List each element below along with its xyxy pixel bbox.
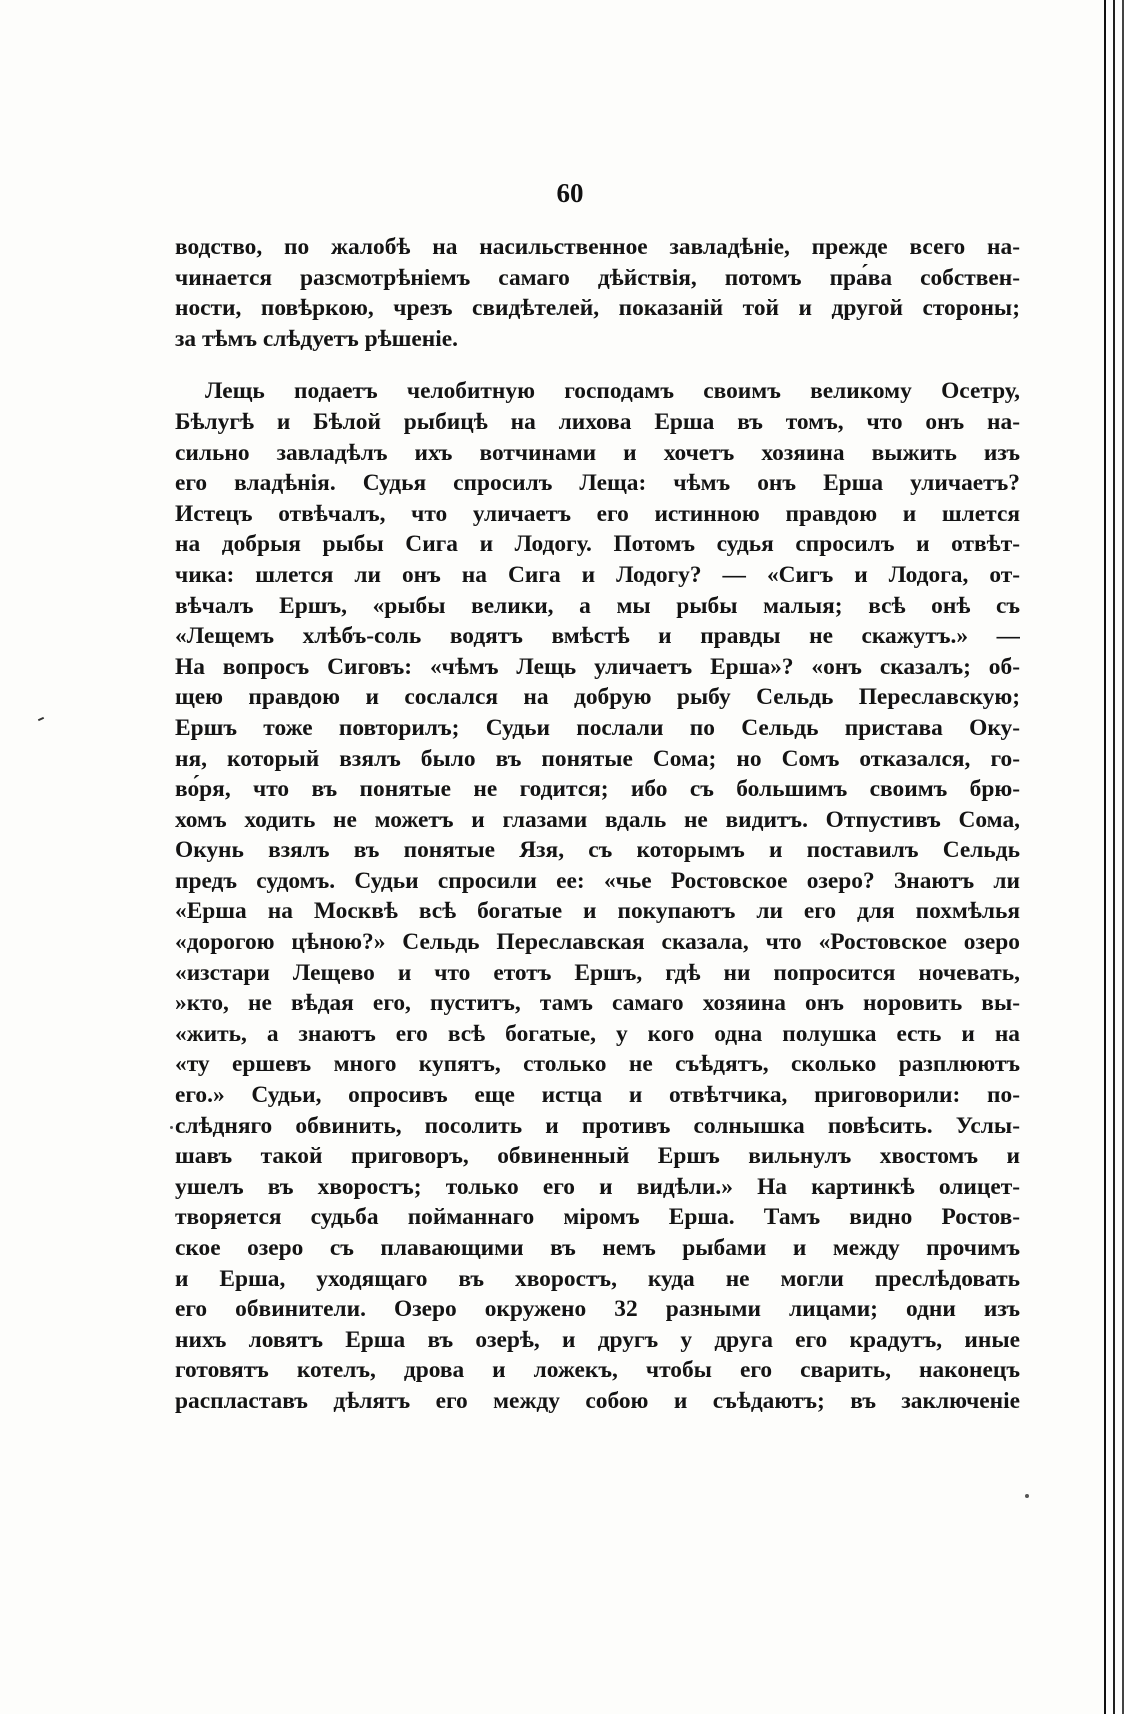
text-line: ности, повѣркою, чрезъ свидѣтелей, показаній той и другой стороны; [175,295,1020,322]
body-text [175,232,1020,1417]
text-line: во́ря, что въ понятые не годится; ибо съ большимъ своимъ брю- [175,776,1020,803]
page-number: 60 [556,178,584,208]
text-line: Окунь взялъ въ понятые Язя, съ которымъ и поставилъ Сельдь [175,837,1020,864]
text-line: шавъ такой приговоръ, обвиненный Ершъ вильнулъ хвостомъ и [175,1143,1020,1170]
text-line: »кто, не вѣдая его, пуститъ, тамъ самаго хозяина онъ норовить вы- [175,990,1020,1017]
text-line: и Ерша, уходящаго въ хворостъ, куда не могли преслѣдовать [175,1265,1020,1292]
margin-speck [170,1126,173,1129]
text-line: На вопросъ Сиговъ: «чѣмъ Лещь уличаетъ Ерша»? «онъ сказалъ; об- [175,653,1020,680]
text-line: Ершъ тоже повторилъ; Судьи послали по Сельдь пристава Оку- [175,714,1020,741]
text-line: его.» Судьи, опросивъ еще истца и отвѣтчика, приговорили: по- [175,1082,1020,1109]
margin-mark [38,717,44,721]
text-line: «жить, а знаютъ его всѣ богатые, у кого одна полушка есть и на [175,1020,1020,1047]
text-line: ушелъ въ хворостъ; только его и видѣли.» На картинкѣ олицет- [175,1173,1020,1200]
text-line: предъ судомъ. Судьи спросили ее: «чье Ростовское озеро? Знаютъ ли [175,867,1020,894]
text-line: творяется судьба пойманнаго міромъ Ерша. Тамъ видно Ростов- [175,1204,1020,1231]
text-line: вѣчалъ Ершъ, «рыбы велики, а мы рыбы малыя; всѣ онѣ съ [175,592,1020,619]
text-line: сильно завладѣлъ ихъ вотчинами и хочетъ хозяина выжить изъ [175,439,1020,466]
text-line: чика: шлется ли онъ на Сига и Лодогу? — «Сигъ и Лодога, от- [175,561,1020,588]
page-edge [1104,0,1140,1714]
text-line: Бѣлугѣ и Бѣлой рыбицѣ на лихова Ерша въ томъ, что онъ на- [175,408,1020,435]
text-line: «Ерша на Москвѣ всѣ богатые и покупаютъ ли его для похмѣлья [175,898,1020,925]
margin-speck [1025,1494,1029,1498]
text-line: Лещь подаетъ челобитную господамъ своимъ великому Осетру, [205,378,1020,405]
text-line: ское озеро съ плавающими въ немъ рыбами и между прочимъ [175,1235,1020,1261]
text-line: слѣдняго обвинить, посолить и противъ солнышка повѣсить. Услы- [175,1112,1020,1139]
text-line: «Лещемъ хлѣбъ-соль водятъ вмѣстѣ и правды не скажутъ.» — [175,623,1020,650]
paragraph-2 [175,376,1020,1416]
text-line: Истецъ отвѣчалъ, что уличаетъ его истинною правдою и шлется [175,500,1020,527]
text-line: «изстари Лещево и что етотъ Ершъ, гдѣ ни попросится ночевать, [175,959,1020,986]
paragraph-1 [175,232,1020,354]
text-line: нихъ ловятъ Ерша въ озерѣ, и другъ у друга его крадутъ, иные [175,1326,1020,1353]
text-line: чинается разсмотрѣніемъ самаго дѣйствія, потомъ пра́ва собствен- [175,264,1020,291]
text-line: «ту ершевъ много купятъ, столько не съѣдятъ, сколько разплюютъ [175,1051,1020,1078]
text-line: водство, по жалобѣ на насильственное завладѣніе, прежде всего на- [175,234,1020,260]
text-line: «дорогою цѣною?» Сельдь Переславская сказала, что «Ростовское озеро [175,929,1020,956]
text-line: за тѣмъ слѣдуетъ рѣшеніе. [175,325,458,352]
text-line: щею правдою и сослался на добрую рыбу Сельдь Переславскую; [175,684,1020,711]
text-line: распластавъ дѣлятъ его между собою и съѣдаютъ; въ заключеніе [175,1387,1020,1414]
text-line: его обвинители. Озеро окружено 32 разными лицами; одни изъ [175,1296,1020,1323]
text-line: ня, который взялъ было въ понятые Сома; но Сомъ отказался, го- [175,745,1020,772]
text-line: хомъ ходить не можетъ и глазами вдаль не видитъ. Отпустивъ Сома, [175,806,1020,833]
text-line: его владѣнія. Судья спросилъ Леща: чѣмъ онъ Ерша уличаетъ? [175,470,1020,497]
text-line: готовятъ котелъ, дрова и ложекъ, чтобы его сварить, наконецъ [175,1357,1020,1384]
text-line: на добрыя рыбы Сига и Лодогу. Потомъ судья спросилъ и отвѣт- [175,531,1020,558]
